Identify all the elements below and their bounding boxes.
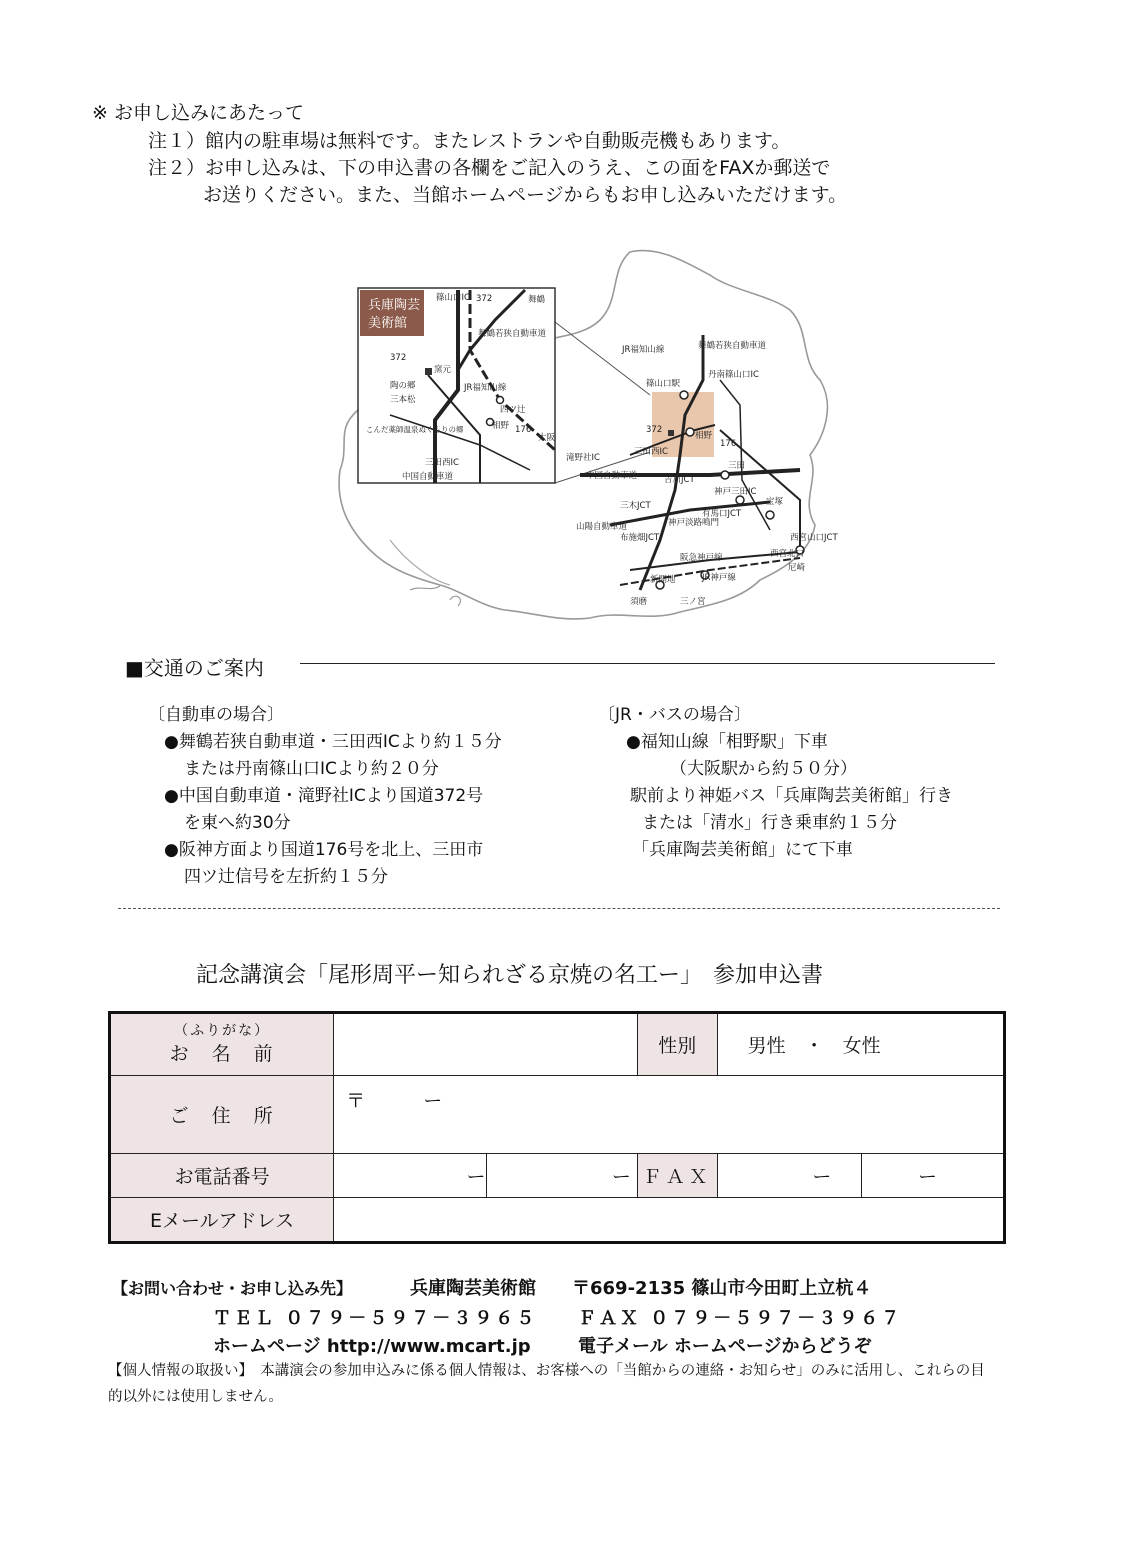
phone-dash: ー <box>466 1166 486 1188</box>
map-label: 西宮北口 <box>770 549 805 559</box>
name-field[interactable] <box>334 1013 638 1076</box>
map-label: 三木JCT <box>620 501 651 511</box>
map-label: 372 <box>476 294 493 304</box>
map-label: 須磨 <box>630 597 648 607</box>
jr-item: または「清水」行き乗車約１５分 <box>642 813 897 833</box>
address-label: ご 住 所 <box>110 1076 334 1154</box>
map-label: 176 <box>720 439 737 449</box>
car-item: または丹南篠山口ICより約２０分 <box>184 759 439 779</box>
car-item: ●阪神方面より国道176号を北上、三田市 <box>164 840 484 860</box>
jr-heading: 〔JR・バスの場合〕 <box>598 705 751 725</box>
phone-field-1[interactable] <box>334 1154 486 1198</box>
map-label: 中国自動車道 <box>402 472 454 482</box>
fax-field-1[interactable] <box>717 1154 862 1198</box>
map-label: 四ツ辻 <box>500 405 526 415</box>
car-item: 四ツ辻信号を左折約１５分 <box>184 867 388 887</box>
access-map <box>330 240 840 630</box>
map-label: 篠山口駅 <box>646 379 681 389</box>
map-label: JR福知山線 <box>464 383 507 393</box>
map-label: 篠山口IC <box>436 293 470 303</box>
map-label: 舞鶴若狭自動車道 <box>698 341 767 351</box>
jr-item: 駅前より神姫バス「兵庫陶芸美術館」行き <box>630 786 953 806</box>
jr-item: （大阪駅から約５０分） <box>670 759 857 779</box>
map-label: 丹南篠山口IC <box>708 370 759 380</box>
address-field[interactable] <box>334 1076 1005 1154</box>
map-label: 神戸三田IC <box>714 487 757 497</box>
section-rule <box>300 663 995 664</box>
jr-item: 「兵庫陶芸美術館」にて下車 <box>632 840 853 860</box>
fax-field-2[interactable] <box>862 1154 1005 1198</box>
contact-address: 〒669-2135 篠山市今田町上立杭４ <box>572 1278 872 1299</box>
phone-dash: ー <box>611 1166 631 1188</box>
contact-email: 電子メール ホームページからどうぞ <box>578 1336 872 1357</box>
contact-label: 【お問い合わせ・お申し込み先】 <box>112 1279 353 1298</box>
contact-homepage[interactable]: ホームページ http://www.mcart.jp <box>213 1336 531 1357</box>
contact-fax: ＦＡＸ ０７９－５９７－３９６７ <box>578 1308 903 1329</box>
map-label: 神戸淡路鳴門 <box>668 518 720 528</box>
note-2-continued: お送りください。また、当館ホームページからもお申し込みいただけます。 <box>203 184 848 206</box>
inset-title-1: 兵庫陶芸 <box>368 298 421 313</box>
map-label: 大阪 <box>538 433 556 443</box>
map-label: 舞鶴 <box>528 295 546 305</box>
phone-label: お電話番号 <box>110 1154 334 1198</box>
phone-field-2[interactable] <box>486 1154 637 1198</box>
map-label: 山陽自動車道 <box>576 522 628 532</box>
car-directions <box>148 702 578 891</box>
gender-label: 性別 <box>637 1013 717 1076</box>
map-label: 相野 <box>492 421 510 431</box>
map-label: JR福知山線 <box>622 345 665 355</box>
map-label: 舞鶴若狭自動車道 <box>478 329 547 339</box>
map-label: 陶の郷 <box>390 381 416 391</box>
map-label: 阪急神戸線 <box>680 553 723 563</box>
map-label: 吉川JCT <box>664 475 695 485</box>
inset-title-2: 美術館 <box>368 316 408 331</box>
postal-dash: ー <box>423 1090 443 1112</box>
notes-heading: ※ お申し込みにあたって <box>92 102 304 124</box>
map-label: 三田西IC <box>634 447 668 457</box>
email-field[interactable] <box>334 1198 1005 1243</box>
car-heading: 〔自動車の場合〕 <box>148 705 284 725</box>
contact-tel: ＴＥＬ ０７９－５９７－３９６５ <box>213 1308 538 1329</box>
note-1: 注１）館内の駐車場は無料です。またレストランや自動販売機もあります。 <box>148 130 791 152</box>
fax-dash: ー <box>812 1166 832 1188</box>
map-label: 有馬口JCT <box>702 509 742 519</box>
name-label-cell <box>110 1013 334 1076</box>
map-label: 三田西IC <box>425 458 459 468</box>
map-label: こんだ薬師温泉ぬくもりの郷 <box>366 425 464 434</box>
fax-label: ＦＡＸ <box>637 1154 717 1198</box>
map-label: 中国自動車道 <box>586 471 638 481</box>
gender-options[interactable]: 男性 ・ 女性 <box>717 1013 1004 1076</box>
application-form <box>108 1011 1006 1244</box>
map-label: 372 <box>646 425 663 435</box>
map-label: 宝塚 <box>766 497 784 507</box>
map-label: 176 <box>515 425 532 435</box>
map-label: 新開地 <box>650 575 676 585</box>
car-item: ●舞鶴若狭自動車道・三田西ICより約１５分 <box>164 732 502 752</box>
form-title: 記念講演会「尾形周平ー知られざる京焼の名工ー」 参加申込書 <box>196 963 824 988</box>
cut-line <box>118 908 1000 909</box>
fax-dash: ー <box>917 1166 937 1188</box>
jr-item: ●福知山線「相野駅」下車 <box>626 732 828 752</box>
map-label: 滝野社IC <box>566 453 600 463</box>
map-label: 三本松 <box>390 395 416 405</box>
map-label: 窯元 <box>434 365 452 375</box>
jr-bus-directions <box>598 702 1018 864</box>
car-item: を東へ約30分 <box>184 813 291 833</box>
map-label: 372 <box>390 353 407 363</box>
map-label: 三田 <box>728 461 746 471</box>
privacy-notice: 【個人情報の取扱い】 本講演会の参加申込みに係る個人情報は、お客様への「当館からの連絡・お知らせ」のみに活用し、これらの目的以外には使用しません。 <box>108 1363 985 1405</box>
email-label: Eメールアドレス <box>110 1198 334 1243</box>
map-label: 尼崎 <box>788 563 806 573</box>
access-section-title: ■交通のご案内 <box>125 656 264 680</box>
car-item: ●中国自動車道・滝野社ICより国道372号 <box>164 786 484 806</box>
map-label: 西宮山口JCT <box>790 533 838 543</box>
map-label: 布施畑JCT <box>620 533 660 543</box>
map-label: JR神戸線 <box>702 573 736 583</box>
note-2: 注２）お申し込みは、下の申込書の各欄をご記入のうえ、この面をFAXか郵送で <box>148 157 831 179</box>
contact-org: 兵庫陶芸美術館 <box>410 1278 536 1299</box>
postal-mark: 〒 <box>346 1090 366 1112</box>
map-label: 相野 <box>695 431 713 441</box>
name-label: お 名 前 <box>169 1043 275 1065</box>
map-label: 三ノ宮 <box>680 597 706 607</box>
furigana-label: （ふりがな） <box>174 1023 271 1039</box>
